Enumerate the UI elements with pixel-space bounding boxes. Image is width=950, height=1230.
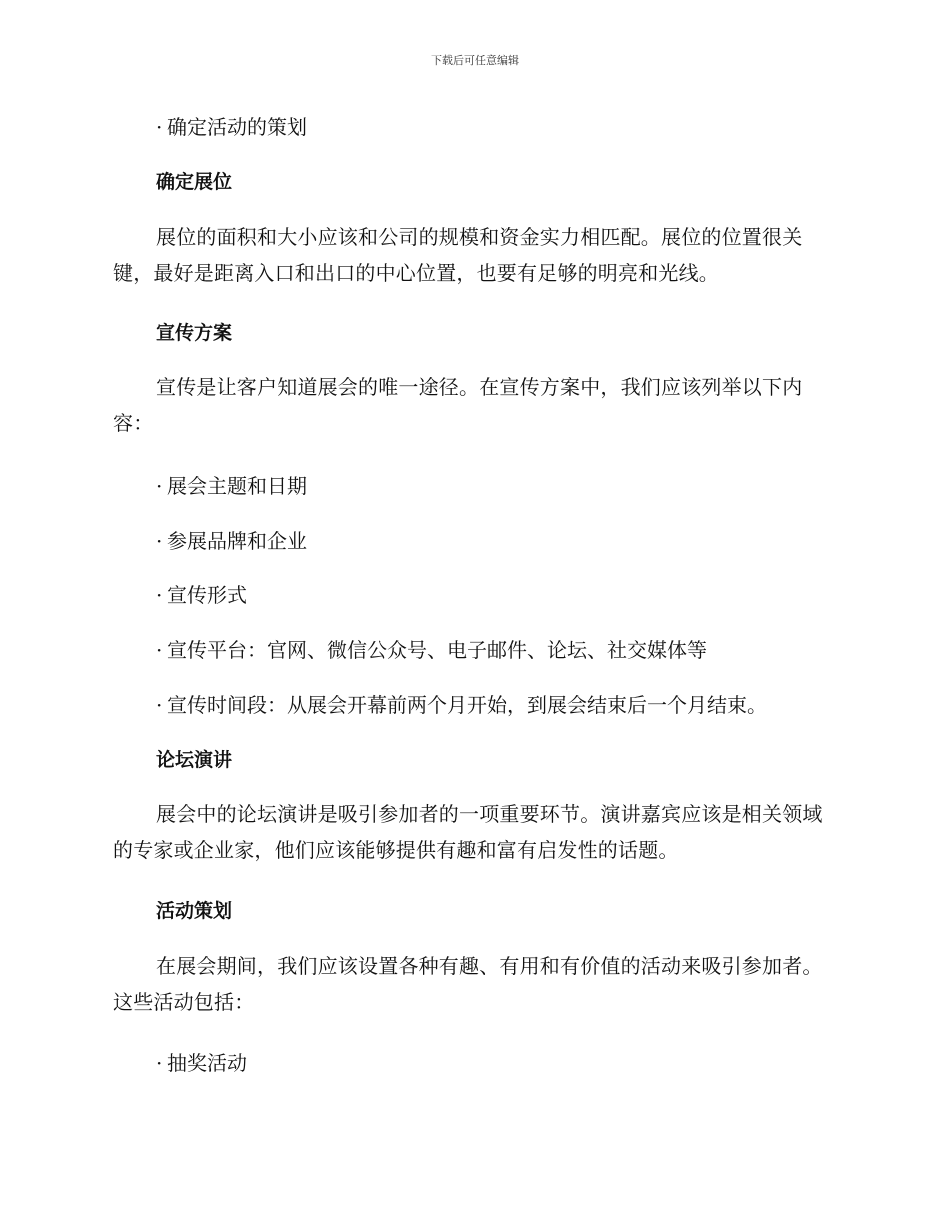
bullet-text: 展会主题和日期 (167, 474, 307, 498)
paragraph: 宣传是让客户知道展会的唯一途径。在宣传方案中，我们应该列举以下内容： (113, 375, 803, 435)
paragraph: 在展会期间，我们应该设置各种有趣、有用和有价值的活动来吸引参加者。这些活动包括： (113, 954, 823, 1014)
bullet-marker: · (156, 529, 163, 553)
bullet-item (113, 1045, 876, 1081)
bullet-marker: · (156, 583, 163, 607)
section-heading: 论坛演讲 (156, 749, 233, 771)
bullet-item (113, 468, 876, 504)
bullet-item (113, 687, 876, 723)
bullet-marker: · (156, 638, 163, 662)
bullet-marker: · (156, 115, 163, 139)
bullet-text: 参展品牌和企业 (167, 529, 307, 553)
bullet-marker: · (156, 693, 163, 717)
bullet-item (113, 523, 876, 559)
paragraph: 展会中的论坛演讲是吸引参加者的一项重要环节。演讲嘉宾应该是相关领域的专家或企业家，他们应该能够提供有趣和富有启发性的话题。 (113, 802, 823, 862)
bullet-text: 宣传平台：官网、微信公众号、电子邮件、论坛、社交媒体等 (167, 638, 707, 662)
bullet-marker: · (156, 1051, 163, 1075)
bullet-item (113, 632, 876, 668)
section-heading: 宣传方案 (156, 322, 233, 344)
bullet-text: 宣传形式 (167, 583, 247, 607)
paragraph: 展位的面积和大小应该和公司的规模和资金实力相匹配。展位的位置很关键，最好是距离入口和出口的中心位置，也要有足够的明亮和光线。 (113, 225, 803, 285)
bullet-text: 确定活动的策划 (167, 115, 307, 139)
section-heading: 确定展位 (156, 171, 233, 193)
bullet-item (113, 577, 876, 613)
section-heading: 活动策划 (156, 900, 233, 922)
bullet-text: 抽奖活动 (167, 1051, 247, 1075)
bullet-text: 宣传时间段：从展会开幕前两个月开始，到展会结束后一个月结束。 (167, 693, 767, 717)
bullet-marker: · (156, 474, 163, 498)
bullet-item (113, 109, 876, 145)
page-header: 下载后可任意编辑 (431, 54, 519, 67)
